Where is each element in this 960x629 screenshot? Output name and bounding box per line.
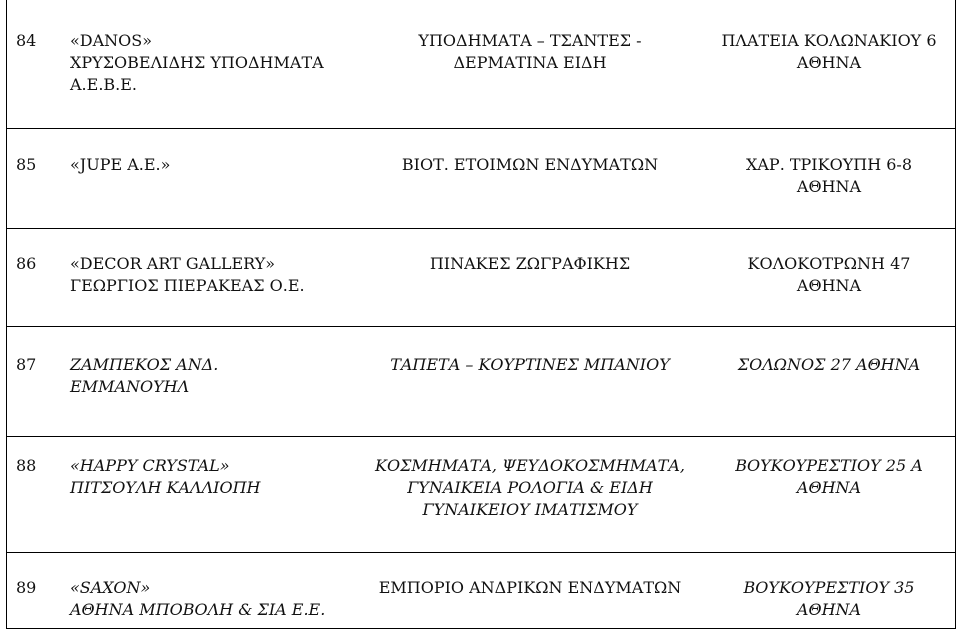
business-category: ΒΙΟΤ. ΕΤΟΙΜΩΝ ΕΝΔΥΜΑΤΩΝ [370,128,710,228]
business-category: ΠΙΝΑΚΕΣ ΖΩΓΡΑΦΙΚΗΣ [370,228,710,326]
business-address: ΠΛΑΤΕΙΑ ΚΟΛΩΝΑΚΙΟΥ 6 ΑΘΗΝΑ [710,0,956,128]
business-category: ΕΜΠΟΡΙΟ ΑΝΔΡΙΚΩΝ ΕΝΔΥΜΑΤΩΝ [370,552,710,628]
row-number: 86 [6,228,62,326]
row-number: 88 [6,436,62,552]
business-address: ΣΟΛΩΝΟΣ 27 ΑΘΗΝΑ [710,326,956,436]
business-name: «JUPE Α.Ε.» [62,128,370,228]
table-row [6,0,956,128]
business-address: ΒΟΥΚΟΥΡΕΣΤΙΟΥ 25 Α ΑΘΗΝΑ [710,436,956,552]
row-number: 89 [6,552,62,628]
business-category: ΤΑΠΕΤΑ – ΚΟΥΡΤΙΝΕΣ ΜΠΑΝΙΟΥ [370,326,710,436]
business-name: «DANOS» ΧΡΥΣΟΒΕΛΙΔΗΣ ΥΠΟΔΗΜΑΤΑ Α.Ε.Β.Ε. [62,0,370,128]
row-number: 85 [6,128,62,228]
row-number: 84 [6,0,62,128]
table-row [6,552,956,628]
business-category: ΥΠΟΔΗΜΑΤΑ – ΤΣΑΝΤΕΣ - ΔΕΡΜΑΤΙΝΑ ΕΙΔΗ [370,0,710,128]
table-row [6,436,956,552]
business-address: ΧΑΡ. ΤΡΙΚΟΥΠΗ 6-8 ΑΘΗΝΑ [710,128,956,228]
business-category: ΚΟΣΜΗΜΑΤΑ, ΨΕΥΔΟΚΟΣΜΗΜΑΤΑ, ΓΥΝΑΙΚΕΙΑ ΡΟΛΟΓΙΑ & ΕΙΔΗ ΓΥΝΑΙΚΕΙΟΥ ΙΜΑΤΙΣΜΟΥ [370,436,710,552]
business-address: ΚΟΛΟΚΟΤΡΩΝΗ 47 ΑΘΗΝΑ [710,228,956,326]
business-name: «HAPPY CRYSTAL» ΠΙΤΣΟΥΛΗ ΚΑΛΛΙΟΠΗ [62,436,370,552]
business-name: ΖΑΜΠΕΚΟΣ ΑΝΔ. ΕΜΜΑΝΟΥΗΛ [62,326,370,436]
business-registry-table [6,0,956,629]
business-address: ΒΟΥΚΟΥΡΕΣΤΙΟΥ 35 ΑΘΗΝΑ [710,552,956,628]
table-row [6,128,956,228]
table-row [6,326,956,436]
business-name: «SAXON» ΑΘΗΝΑ ΜΠΟΒΟΛΗ & ΣΙΑ Ε.Ε. [62,552,370,628]
business-name: «DECOR ART GALLERY» ΓΕΩΡΓΙΟΣ ΠΙΕΡΑΚΕΑΣ Ο.Ε. [62,228,370,326]
row-number: 87 [6,326,62,436]
table-row [6,228,956,326]
